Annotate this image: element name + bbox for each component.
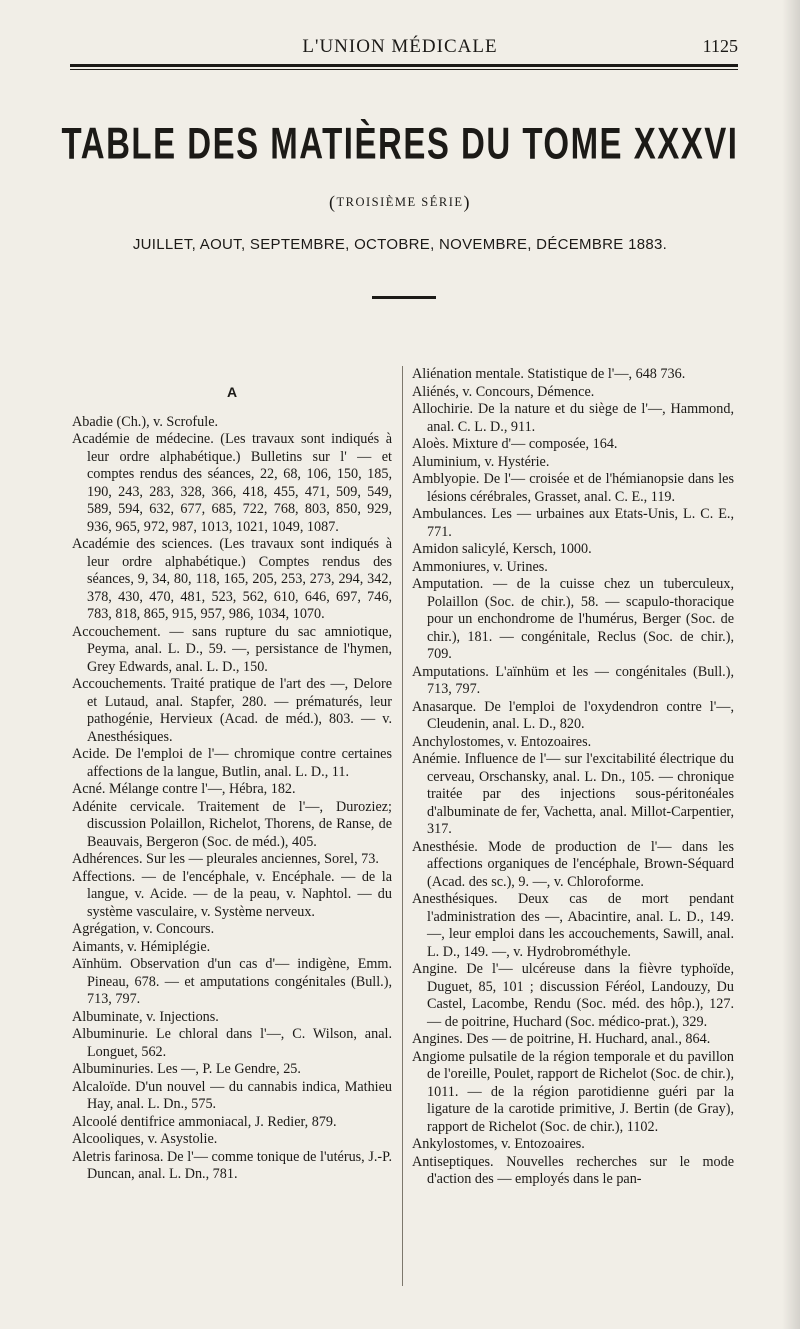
- index-entry: Antiseptiques. Nouvelles recherches sur le mode d'action des — employés dans le pan-: [412, 1153, 734, 1187]
- index-column-right: [412, 366, 734, 1189]
- index-entry: Abadie (Ch.), v. Scrofule.: [72, 413, 219, 430]
- date-range: JUILLET, AOUT, SEPTEMBRE, OCTOBRE, NOVEMBRE, DÉCEMBRE 1883.: [132, 236, 668, 253]
- journal-title: L'UNION MÉDICALE: [302, 36, 498, 57]
- series-subtitle: [0, 192, 800, 213]
- index-column-left: [72, 366, 392, 1184]
- index-entry: Albuminate, v. Injections.: [72, 1008, 219, 1025]
- index-entry: Angiome pulsatile de la région temporale et du pavillon de l'oreille, Poulet, rapport de Richelot (Soc. de chir.), 1011. — de la région parotidienne guéri par la ligature de la carotide primitive, J. Bertin (de Gray), rapport de Richelot (Soc. de chir.), 1102.: [412, 1048, 734, 1135]
- index-entry: Aloès. Mixture d'— composée, 164.: [412, 436, 618, 452]
- index-entry: Allochirie. De la nature et du siège de l'—, Hammond, anal. C. L. D., 911.: [412, 401, 734, 435]
- index-entry: Angines. Des — de poitrine, H. Huchard, anal., 864.: [412, 1031, 711, 1047]
- running-header: [0, 32, 800, 62]
- index-entry: Agrégation, v. Concours.: [72, 921, 215, 937]
- open-paren: (: [328, 192, 337, 212]
- index-entry: Angine. De l'— ulcéreuse dans la fièvre typhoïde, Duguet, 85, 101 ; discussion Féréol, Landouzy, Du Castel, Lacombe, Rendu (Soc. méd. des hôp.), 127. — de poitrine, Huchard (Soc. médico-prat.), 329.: [412, 961, 734, 1030]
- index-entry: Anesthésiques. Deux cas de mort pendant l'administration des —, Abacintire, anal. L. D., 149. —, leur emploi dans les accouchements, Sawill, anal. L. D., 149. —, v. Hydrobrométhyle.: [412, 891, 734, 960]
- index-entry: Académie de médecine. (Les travaux sont indiqués à leur ordre alphabétique.) Bulletins sur l' — et comptes rendus des séances, 22, 68, 106, 150, 185, 190, 243, 283, 328, 366, 418, 455, 471, 509, 549, 589, 594, 632, 677, 685, 722, 768, 803, 850, 929, 936, 965, 972, 987, 1013, 1021, 1049, 1087.: [72, 431, 392, 535]
- index-entry: Amblyopie. De l'— croisée et de l'hémianopsie dans les lésions cérébrales, Grasset, anal. C. E., 119.: [412, 471, 734, 505]
- index-entry: Anasarque. De l'emploi de l'oxydendron contre l'—, Cleudenin, anal. L. D., 820.: [412, 698, 734, 732]
- index-entry: Anesthésie. Mode de production de l'— dans les affections organiques de l'encéphale, Brown-Séquard (Acad. des sc.), 9. —, v. Chloroforme.: [412, 838, 734, 890]
- index-entry: Albuminurie. Le chloral dans l'—, C. Wilson, anal. Longuet, 562.: [72, 1026, 392, 1060]
- index-entry: Accouchement. — sans rupture du sac amniotique, Peyma, anal. L. D., 59. —, persistance de l'hymen, Grey Edwards, anal. L. D., 150.: [72, 623, 392, 675]
- index-entry: Albuminuries. Les —, P. Le Gendre, 25.: [72, 1061, 301, 1077]
- column-divider: [402, 366, 403, 1286]
- series-label: TROISIÈME SÉRIE: [336, 195, 464, 209]
- index-entry: Acide. De l'emploi de l'— chromique contre certaines affections de la langue, Butlin, anal. L. D., 11.: [72, 746, 392, 780]
- index-entry: Alcoolé dentifrice ammoniacal, J. Redier, 879.: [72, 1113, 337, 1130]
- index-entry: Acné. Mélange contre l'—, Hébra, 182.: [72, 781, 296, 797]
- index-entry: Alcooliques, v. Asystolie.: [72, 1131, 218, 1147]
- index-entry: Aluminium, v. Hystérie.: [412, 453, 550, 470]
- index-entry: Ambulances. Les — urbaines aux Etats-Unis, L. C. E., 771.: [412, 506, 734, 540]
- index-entry: Aletris farinosa. De l'— comme tonique de l'utérus, J.-P. Duncan, anal. L. Dn., 781.: [72, 1148, 392, 1182]
- index-entry: Accouchements. Traité pratique de l'art des —, Delore et Lutaud, anal. Stapfer, 280. — prématurés, leur pathogénie, Hervieux (Acad. de méd.), 803. — v. Anesthésiques.: [72, 676, 392, 745]
- index-entry: Anémie. Influence de l'— sur l'excitabilité électrique du cerveau, Orschansky, anal. L. Dn., 105. — chronique traitée par des injections sous-péritonéales d'albuminate de fer, Vachetta, anal. Millot-Carpentier, 317.: [412, 751, 734, 837]
- page-number: 1125: [702, 36, 738, 56]
- index-entry: Amputations. L'aïnhüm et les — congénitales (Bull.), 713, 797.: [412, 663, 734, 697]
- index-entry: Adénite cervicale. Traitement de l'—, Duroziez; discussion Polaillon, Richelot, Thorens, de Ranse, de Beauvais, Bergeron (Soc. de méd.), 405.: [72, 798, 392, 850]
- section-letter: A: [226, 384, 238, 400]
- index-entry: Alcaloïde. D'un nouvel — du cannabis indica, Mathieu Hay, anal. L. Dn., 575.: [72, 1078, 392, 1112]
- index-entry: Adhérences. Sur les — pleurales anciennes, Sorel, 73.: [72, 851, 379, 867]
- page-title: TABLE DES MATIÈRES DU TOME XXXVI: [61, 118, 739, 168]
- index-entry: Ammoniures, v. Urines.: [412, 558, 548, 575]
- index-entry: Affections. — de l'encéphale, v. Encéphale. — de la langue, v. Acide. — de la peau, v. Naphtol. — du système vasculaire, v. Système nerveux.: [72, 868, 392, 920]
- header-rule: [70, 64, 738, 70]
- index-entry: Amputation. — de la cuisse chez un tuberculeux, Polaillon (Soc. de chir.), 58. — scapulo-thoracique pour un enchondrome de l'humérus, Berger (Soc. de chir.), 181. — congénitale, Reclus (Soc. de chir.), 709.: [412, 576, 734, 662]
- index-entry: Aimants, v. Hémiplégie.: [72, 938, 211, 955]
- index-entry: Aliénation mentale. Statistique de l'—, 648 736.: [412, 366, 686, 382]
- index-entry: Ankylostomes, v. Entozoaires.: [412, 1136, 585, 1152]
- index-entry: Aliénés, v. Concours, Démence.: [412, 383, 595, 400]
- close-paren: ): [463, 192, 471, 212]
- index-entry: Anchylostomes, v. Entozoaires.: [412, 733, 592, 750]
- index-entry: Académie des sciences. (Les travaux sont indiqués à leur ordre alphabétique.) Comptes rendus des séances, 9, 34, 80, 118, 165, 205, 253, 273, 294, 342, 378, 430, 470, 481, 523, 562, 610, 646, 697, 746, 783, 818, 865, 915, 957, 986, 1034, 1070.: [72, 536, 392, 622]
- index-entry: Amidon salicylé, Kersch, 1000.: [412, 541, 592, 557]
- index-entry: Aïnhüm. Observation d'un cas d'— indigène, Emm. Pineau, 678. — et amputations congénitales (Bull.), 713, 797.: [72, 956, 392, 1007]
- ornament-rule: [372, 296, 436, 299]
